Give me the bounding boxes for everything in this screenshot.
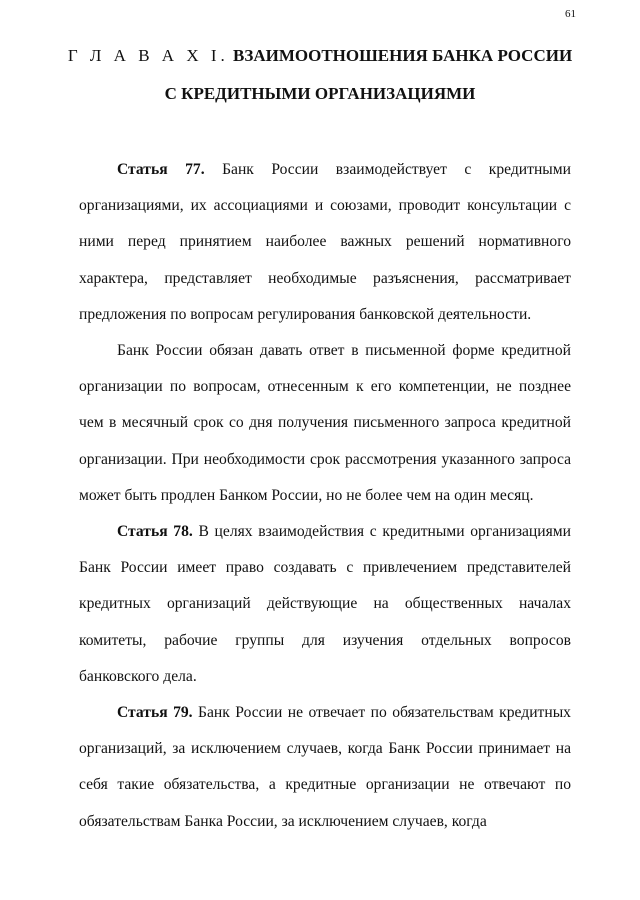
article-label: Статья 79. [117, 704, 193, 722]
paragraph-text: Банк России взаимодействует с кредитными организациями, их ассоциациями и союзами, проводит консультации с ними перед принятием наиболее важных решений нормативного характера, представляет необходимые разъяснения, рассматривает предложения по вопросам регулирования банковской деятельности. [79, 161, 571, 323]
paragraph-text: В целях взаимодействия с кредитными организациями Банк России имеет право создавать с привлечением представителей кредитных организаций действующие на общественных началах комитеты, рабочие группы для изучения отдельных вопросов банковского дела. [79, 523, 571, 685]
page-number: 61 [565, 8, 576, 20]
chapter-label: Г Л А В А X I. [67, 46, 229, 65]
chapter-title-line2: С КРЕДИТНЫМИ ОРГАНИЗАЦИЯМИ [164, 84, 476, 103]
chapter-heading-line2 [40, 84, 600, 104]
paragraph-text: Банк России не отвечает по обязательствам кредитных организаций, за исключением случаев, когда Банк России принимает на себя такие обязательства, а кредитные организации не отвечают по обязательствам Банка России, за исключением случаев, когда [79, 704, 571, 830]
paragraph-text: Банк России обязан давать ответ в письменной форме кредитной организации по вопросам, отнесенным к его компетенции, не позднее чем в месячный срок со дня получения письменного запроса кредитной организации. При необходимости срок рассмотрения указанного запроса может быть продлен Банком России, но не более чем на один месяц. [79, 342, 571, 504]
document-body [79, 152, 571, 840]
article-label: Статья 78. [117, 523, 193, 541]
article-label: Статья 77. [117, 161, 205, 178]
article-77-paragraph-2 [79, 333, 571, 514]
article-78-paragraph [79, 514, 571, 695]
article-77-paragraph [79, 152, 571, 333]
article-79-paragraph [79, 695, 571, 840]
chapter-title-line1: ВЗАИМООТНОШЕНИЯ БАНКА РОССИИ [233, 46, 573, 65]
chapter-heading-line1 [40, 46, 600, 66]
